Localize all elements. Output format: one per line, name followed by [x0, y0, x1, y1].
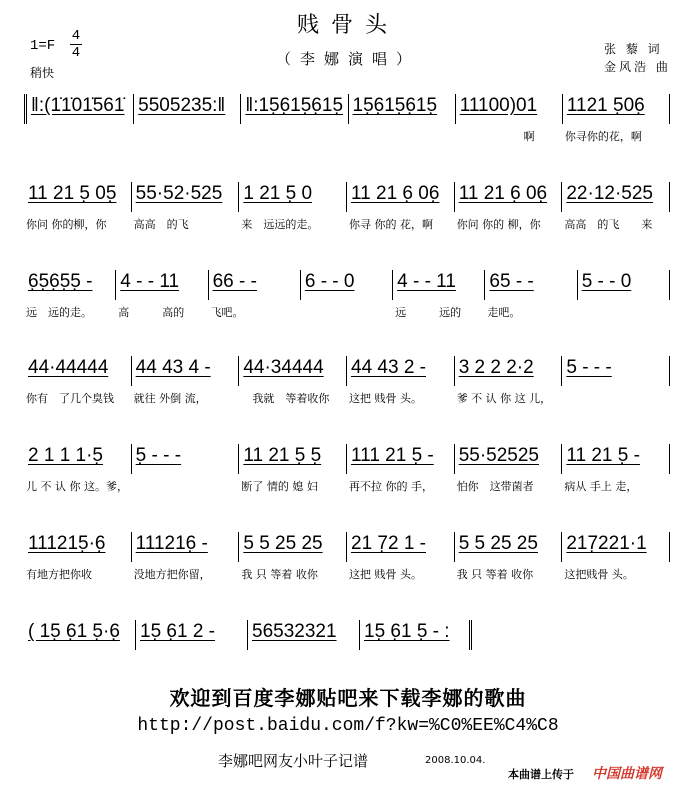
measure-lyric: 你寻 你的 花，啊	[349, 218, 434, 231]
measure-notes: 22·12·525	[566, 183, 653, 204]
measure	[360, 620, 472, 650]
measure-notes: 44·44444	[28, 357, 109, 378]
measure	[562, 356, 670, 386]
measure-notes: 21 7̣2 1 -	[351, 533, 427, 554]
measure	[24, 356, 132, 405]
measure-lyric: 断了 情的 媳 妇	[241, 480, 318, 493]
measure-lyric: 你寻你的花，啊	[564, 130, 642, 143]
measure-lyric: 这把 贱骨 头。	[349, 392, 423, 405]
measure	[239, 356, 347, 405]
measure-lyric: 来 远远的走。	[241, 218, 319, 231]
measure-notes: ( 15̣ 6̣1 5̣·6̣	[28, 621, 120, 642]
measure-notes: 6̣5̣6̣5̣5̣ -	[28, 271, 93, 292]
measure-notes: 5 5 25 25	[243, 533, 323, 554]
measure-lyric: 你问 你的柳，你	[26, 218, 107, 231]
measure-notes: 44 43 4 -	[135, 357, 211, 378]
measure	[116, 270, 208, 319]
measure-notes: 44·34444	[243, 357, 324, 378]
measure-notes: 66 - -	[212, 271, 257, 292]
measure	[455, 532, 563, 581]
measure	[24, 532, 132, 581]
score-line	[24, 94, 670, 143]
measure	[347, 444, 455, 493]
measure-notes: 65 - -	[489, 271, 534, 292]
upload-note: 本曲谱上传于	[508, 768, 574, 781]
measure-lyric: 有地方把你收	[26, 568, 92, 581]
measure-lyric: 飞吧。	[210, 306, 244, 319]
measure-notes: 11 21 5̣ -	[566, 445, 640, 466]
measure-notes: 15̣6̣15̣6̣15̣	[352, 95, 438, 116]
credits	[604, 40, 671, 76]
measure-lyric: 高高 的飞	[133, 218, 189, 231]
measure-notes: 5̣ - - -	[135, 445, 182, 466]
measure-lyric: 啊	[457, 130, 535, 143]
measure	[347, 532, 455, 581]
transcription-date: 2008.10.04.	[425, 755, 486, 766]
welcome-text: 欢迎到百度李娜贴吧来下载李娜的歌曲	[169, 686, 527, 710]
measure-lyric: 走吧。	[487, 306, 521, 319]
measure	[132, 182, 240, 231]
measure	[134, 94, 241, 124]
measure	[455, 444, 563, 493]
measure	[562, 444, 670, 493]
measure-notes: 4 - - 11	[397, 271, 456, 292]
score-line	[24, 532, 670, 581]
measure	[563, 94, 670, 143]
measure	[132, 356, 240, 405]
measure-lyric: 病从 手上 走，	[564, 480, 638, 493]
measure	[24, 620, 136, 650]
measure-notes: 11 21 6̣ 06̣	[351, 183, 440, 204]
measure-notes: 11 21 5̣ 05̣	[28, 183, 117, 204]
measure-notes: ‖:(1̇1̇01̇561̇	[31, 95, 125, 116]
measure-lyric: 我就 等着收你	[241, 392, 330, 405]
measure	[562, 182, 670, 231]
measure-lyric: 儿 不 认 你 这。爹，	[26, 480, 128, 493]
measure	[347, 356, 455, 405]
measure-lyric: 远 远的	[395, 306, 462, 319]
measure-lyric: 这把贱骨 头。	[564, 568, 634, 581]
measure-lyric: 你有 了几个臭钱	[26, 392, 114, 405]
measure	[485, 270, 577, 319]
measure-notes: 5505235:‖	[138, 95, 226, 116]
measure-notes: 56532321	[252, 621, 337, 642]
measure-lyric: 这把 贱骨 头。	[349, 568, 423, 581]
measure-notes: 111216̣ -	[135, 533, 208, 554]
measure	[241, 94, 348, 124]
tempo-marking: 稍快	[30, 66, 55, 80]
measure-lyric: 我 只 等着 收你	[241, 568, 318, 581]
score-line	[24, 270, 670, 319]
score-line	[24, 356, 670, 405]
measure-notes: 11100)01	[459, 95, 538, 116]
meter-bottom: 4	[71, 45, 81, 61]
lyricist: 张 藜 词	[604, 42, 663, 56]
transcriber-credit: 李娜吧网友小叶子记谱	[218, 752, 369, 770]
forum-url[interactable]: http://post.baidu.com/f?kw=%C0%EE%C4%C8	[137, 716, 559, 736]
song-title: 贱骨头	[296, 13, 399, 38]
key-signature: 1=F	[30, 38, 56, 54]
measure-lyric: 没地方把你留，	[133, 568, 211, 581]
measure-notes: 55·52·525	[135, 183, 223, 204]
measure-notes: 6 - - 0	[304, 271, 355, 292]
measure-notes: 15̣ 6̣1 5̣ - :	[364, 621, 450, 642]
measure-notes: 111 21 5̣ -	[351, 445, 434, 466]
measure	[209, 270, 301, 319]
score-line	[24, 620, 670, 650]
measure-lyric: 再不拉 你的 手，	[349, 480, 434, 493]
score-line	[24, 182, 670, 231]
measure	[578, 270, 670, 300]
measure	[24, 270, 116, 319]
song-subtitle: （李娜演唱）	[275, 50, 420, 68]
measure-notes: 111215̣·6̣	[28, 533, 106, 554]
measure	[136, 620, 248, 650]
measure-lyric: 高 高的	[118, 306, 185, 319]
measure-notes: 11 21 6̣ 06̣	[458, 183, 548, 204]
measure-notes: 3 2 2 2·2	[458, 357, 534, 378]
measure	[239, 532, 347, 581]
measure-notes: 55·52525	[458, 445, 539, 466]
score-line	[24, 444, 670, 493]
measure	[132, 444, 240, 474]
measure-notes: 1 21 5̣ 0	[243, 183, 313, 204]
measure	[456, 94, 563, 143]
measure-notes: 5 - - 0	[581, 271, 632, 292]
measure	[349, 94, 456, 124]
measure-notes: 15̣ 6̣1 2 -	[140, 621, 215, 642]
measure-lyric: 高高 的飞 来	[564, 218, 653, 231]
measure	[455, 356, 563, 405]
meter-top: 4	[71, 28, 81, 44]
measure-lyric: 你问 你的 柳，你	[456, 218, 541, 231]
measure-notes: 2 1 1 1·5̣	[28, 445, 103, 466]
measure-notes: 5 - - -	[566, 357, 612, 378]
measure-notes: 1121 5̣06̣	[566, 95, 645, 116]
measure-notes: 217̣221·1	[566, 533, 647, 554]
measure-lyric: 怕你 这带菌者	[456, 480, 534, 493]
time-signature	[70, 28, 82, 61]
measure	[24, 182, 132, 231]
measure	[24, 94, 134, 124]
measure-notes: 5 5 25 25	[458, 533, 538, 554]
measure	[455, 182, 563, 231]
measure-notes: 44 43 2 -	[351, 357, 427, 378]
measure	[239, 182, 347, 231]
measure	[347, 182, 455, 231]
measure-lyric: 我 只 等着 收你	[456, 568, 534, 581]
site-logo: 中国曲谱网	[592, 766, 662, 782]
measure	[248, 620, 360, 650]
measure	[24, 444, 132, 493]
measure-notes: ‖:15̣6̣15̣6̣15̣	[245, 95, 344, 116]
measure-notes: 11 21 5̣ 5̣	[243, 445, 322, 466]
measure-lyric: 爹 不 认 你 这 儿，	[456, 392, 552, 405]
measure	[393, 270, 485, 319]
composer: 金风浩 曲	[604, 60, 671, 74]
measure-notes: 4 - - 11	[120, 271, 180, 292]
measure	[239, 444, 347, 493]
measure	[562, 532, 670, 581]
measure	[301, 270, 393, 300]
measure-lyric: 就往 外倒 流，	[133, 392, 207, 405]
measure	[132, 532, 240, 581]
measure-lyric: 远 远的走。	[26, 306, 92, 319]
